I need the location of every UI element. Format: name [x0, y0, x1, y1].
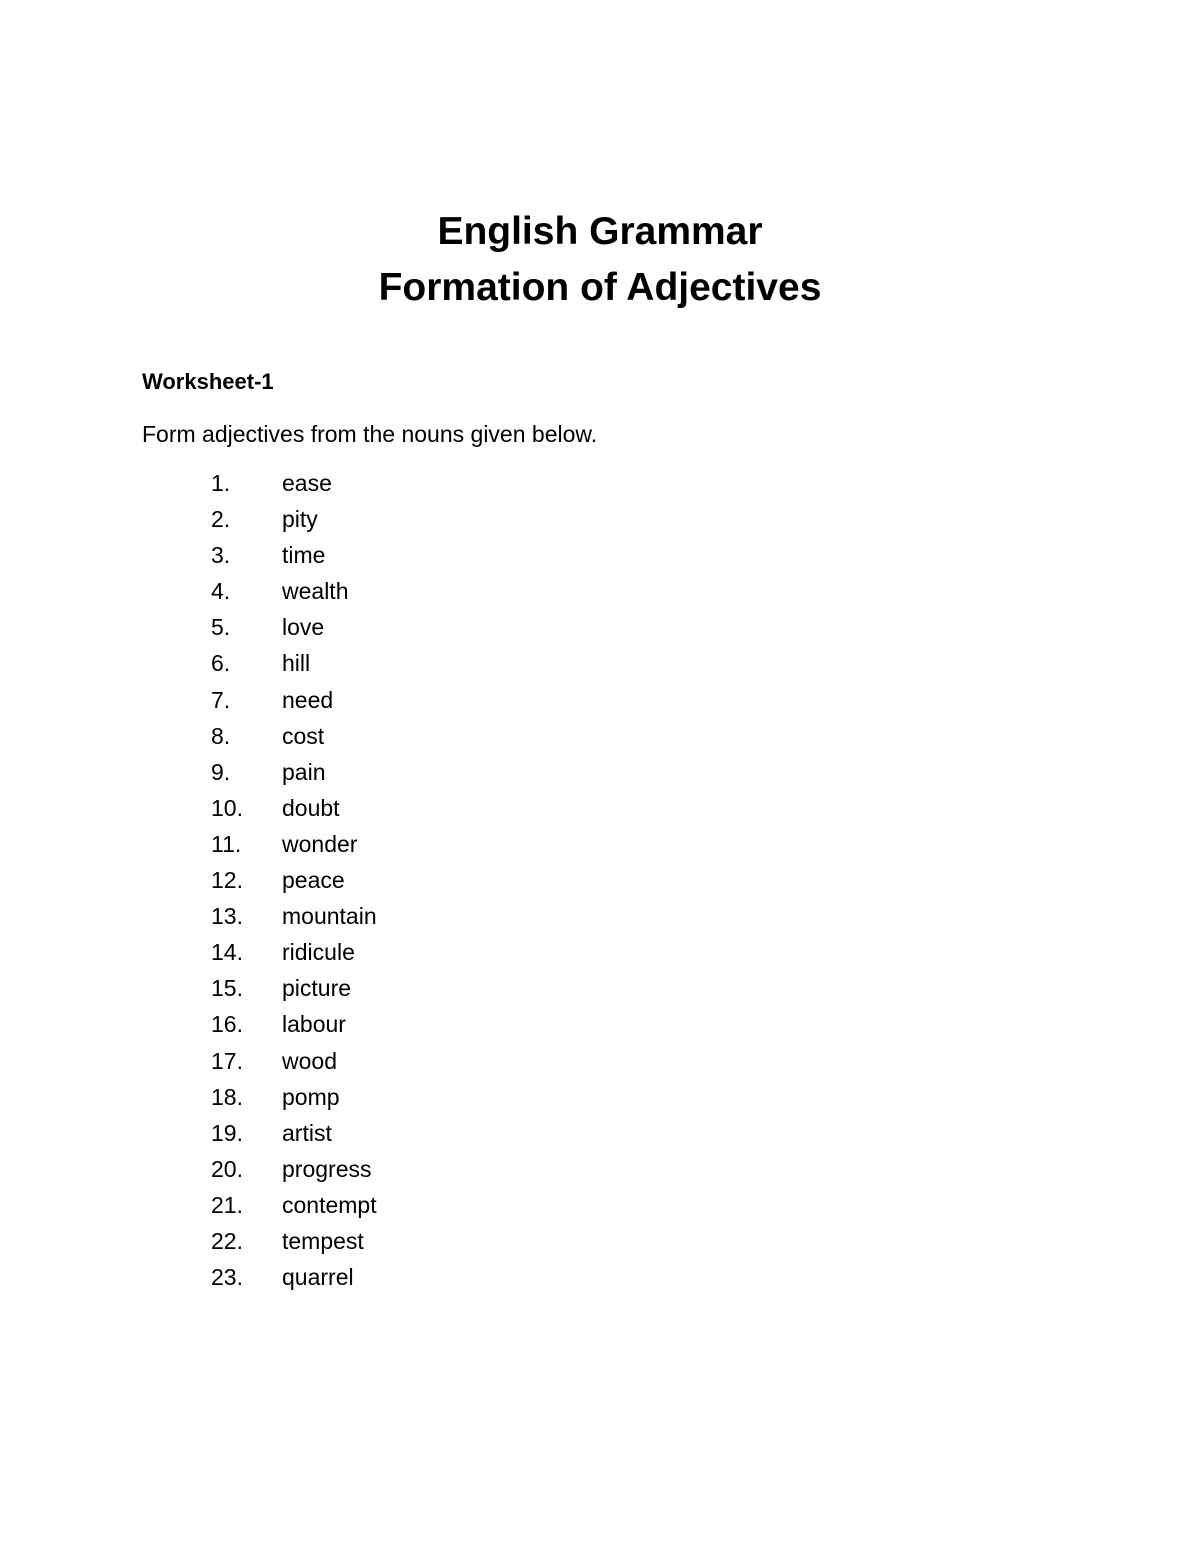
list-item-number: 19.: [211, 1119, 243, 1146]
list-item: [0, 791, 700, 827]
list-item: [0, 1044, 700, 1080]
list-item-word: doubt: [282, 794, 340, 821]
list-item: [0, 1007, 700, 1043]
list-item-word: tempest: [282, 1227, 364, 1254]
list-item: [0, 1188, 700, 1224]
list-item-word: artist: [282, 1119, 332, 1146]
list-item: [0, 719, 700, 755]
list-item-word: pain: [282, 758, 326, 785]
list-item: [0, 1080, 700, 1116]
list-item-number: 15.: [211, 975, 243, 1002]
list-item-number: 20.: [211, 1155, 243, 1182]
list-item: [0, 1260, 700, 1296]
word-list: [0, 466, 700, 1296]
list-item: [0, 646, 700, 682]
list-item: [0, 502, 700, 538]
list-item: [0, 899, 700, 935]
list-item-number: 21.: [211, 1191, 243, 1218]
list-item: [0, 1224, 700, 1260]
list-item-number: 18.: [211, 1083, 243, 1110]
list-item-number: 22.: [211, 1227, 243, 1254]
list-item: [0, 935, 700, 971]
list-item: [0, 827, 700, 863]
list-item-word: contempt: [282, 1191, 377, 1218]
worksheet-label: Worksheet-1: [142, 369, 274, 394]
list-item: [0, 1152, 700, 1188]
list-item-word: ease: [282, 470, 332, 496]
list-item-number: 17.: [211, 1047, 243, 1074]
list-item: [0, 863, 700, 899]
list-item-number: 5.: [211, 614, 231, 641]
list-item-number: 10.: [211, 794, 243, 821]
list-item: [0, 971, 700, 1007]
list-item: [0, 1116, 700, 1152]
list-item-number: 16.: [211, 1011, 243, 1038]
list-item: [0, 574, 700, 610]
instruction-text: Form adjectives from the nouns given below.: [142, 421, 598, 447]
list-item-number: 23.: [211, 1264, 243, 1291]
list-item-word: quarrel: [282, 1264, 354, 1291]
list-item-number: 4.: [211, 578, 231, 605]
list-item-number: 14.: [211, 939, 243, 966]
list-item-number: 13.: [211, 903, 243, 930]
list-item: [0, 538, 700, 574]
list-item-word: pomp: [282, 1083, 340, 1110]
list-item-number: 3.: [211, 542, 231, 569]
list-item-word: picture: [282, 975, 352, 1002]
list-item-word: labour: [282, 1011, 346, 1038]
list-item-word: cost: [282, 722, 325, 749]
list-item-number: 11.: [211, 830, 242, 857]
list-item-word: wealth: [282, 578, 349, 605]
list-item: [0, 755, 700, 791]
list-item: [0, 610, 700, 646]
page-subtitle: Formation of Adjectives: [378, 266, 822, 309]
list-item-word: hill: [282, 650, 311, 677]
list-item-word: peace: [282, 867, 345, 894]
list-item-word: wonder: [282, 830, 358, 857]
list-item-word: time: [282, 542, 326, 569]
list-item: [0, 683, 700, 719]
list-item-word: love: [282, 614, 325, 641]
list-item-number: 7.: [211, 686, 231, 713]
list-item-word: pity: [282, 506, 318, 533]
list-item-number: 2.: [211, 506, 231, 533]
list-item-word: mountain: [282, 903, 377, 930]
list-item-number: 6.: [211, 650, 231, 677]
list-item: [0, 466, 700, 502]
list-item-word: progress: [282, 1155, 372, 1182]
list-item-number: 1.: [211, 470, 231, 496]
list-item-number: 8.: [211, 722, 231, 749]
list-item-word: wood: [282, 1047, 337, 1074]
list-item-word: ridicule: [282, 939, 355, 966]
list-item-number: 12.: [211, 867, 243, 894]
page-title: English Grammar: [437, 210, 763, 253]
list-item-word: need: [282, 686, 334, 713]
list-item-number: 9.: [211, 758, 231, 785]
